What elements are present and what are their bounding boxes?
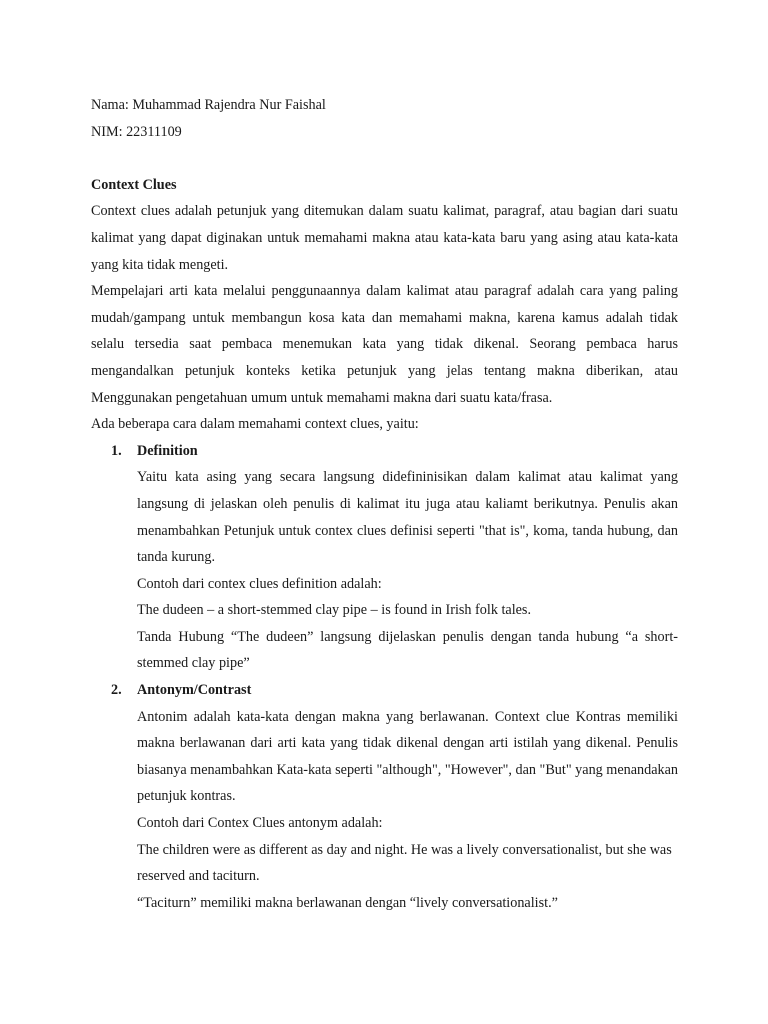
list-item-definition xyxy=(91,438,678,677)
intro-paragraph-2: Mempelajari arti kata melalui penggunaannya dalam kalimat atau paragraf adalah cara yang paling mudah/gampang untuk membangun kosa kata dan memahami makna, karena kamus adalah tidak selalu tersedia saat pembaca menemukan kata yang tidak dikenal. Seorang pembaca harus mengandalkan petunjuk konteks ketika petunjuk yang jelas tentang makna diberikan, atau Menggunakan pengetahuan umum untuk memahami makna dari suatu kata/frasa. xyxy=(91,283,678,406)
item-title: Antonym/Contrast xyxy=(137,682,252,699)
student-name: Nama: Muhammad Rajendra Nur Faishal xyxy=(91,97,326,113)
item-body xyxy=(91,464,678,677)
spacer xyxy=(91,145,678,172)
item-description: Antonim adalah kata-kata dengan makna yang berlawanan. Context clue Kontras memiliki makna berlawanan dari arti kata yang tidak dikenal dengan arti istilah yang dikenal. Penulis biasanya menambahkan Kata-kata seperti "although", "However", dan "But" yang menandakan petunjuk kontras. xyxy=(137,708,678,805)
item-example: The children were as different as day and night. He was a lively conversationalist, but she was reserved and taciturn. xyxy=(137,841,672,885)
item-explanation: Tanda Hubung “The dudeen” langsung dijelaskan penulis dengan tanda hubung “a short-stemmed clay pipe” xyxy=(137,628,678,672)
item-example-label: Contoh dari Contex Clues antonym adalah: xyxy=(137,815,383,832)
document-page xyxy=(91,92,678,916)
list-item-antonym xyxy=(91,677,678,916)
student-nim: NIM: 22311109 xyxy=(91,123,182,140)
item-example: The dudeen – a short-stemmed clay pipe – is found in Irish folk tales. xyxy=(137,602,532,619)
item-description: Yaitu kata asing yang secara langsung didefininisikan dalam kalimat atau kalimat yang langsung di jelaskan oleh penulis di kalimat itu juga atau kaliamt berikutnya. Penulis akan menambahkan Petunjuk untuk contex clues definisi seperti "that is", koma, tanda hubung, dan tanda kurung. xyxy=(137,469,678,566)
intro-paragraph-1: Context clues adalah petunjuk yang ditemukan dalam suatu kalimat, paragraf, atau bagian dari suatu kalimat yang dapat diginakan untuk memahami makna atau kata-kata baru yang asing atau kata-kata yang kita tidak mengeti. xyxy=(91,203,678,273)
item-heading xyxy=(91,438,678,465)
context-clue-list xyxy=(91,438,678,917)
section-title: Context Clues xyxy=(91,176,177,193)
item-explanation: “Taciturn” memiliki makna berlawanan dengan “lively conversationalist.” xyxy=(137,894,558,911)
item-body xyxy=(91,704,678,917)
list-intro: Ada beberapa cara dalam memahami context clues, yaitu: xyxy=(91,416,419,433)
item-title: Definition xyxy=(137,442,198,459)
item-example-label: Contoh dari contex clues definition adalah: xyxy=(137,575,382,592)
item-number: 1. xyxy=(111,442,122,459)
item-number: 2. xyxy=(111,682,122,699)
item-heading xyxy=(91,677,678,704)
